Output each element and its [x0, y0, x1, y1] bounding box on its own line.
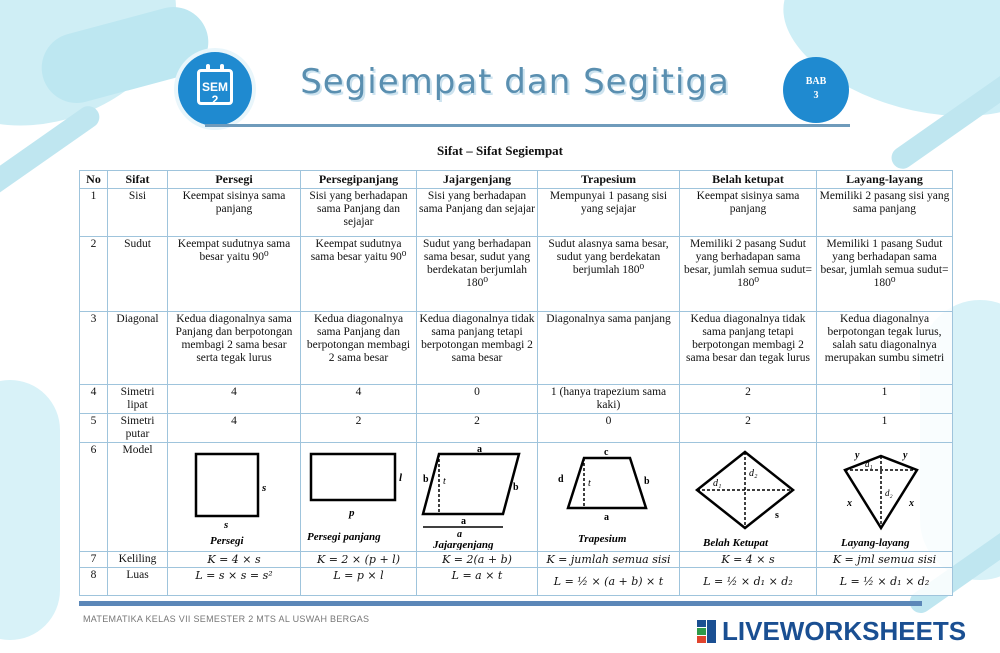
side-label-s: s [262, 482, 267, 494]
table-cell: 2 [680, 414, 817, 443]
chapter-badge [783, 57, 849, 123]
page-title: Segiempat dan Segitiga [300, 62, 730, 102]
row-property: Sudut [108, 237, 168, 312]
table-cell: Kedua diagonalnya sama Panjang dan berpotongan membagi 2 sama besar serta tegak lurus [168, 312, 301, 385]
formula-cell: K = 2 × (p + l) [301, 552, 417, 568]
side-label-s: s [775, 510, 779, 521]
diagonal-label-d1: d₁ [864, 459, 873, 469]
semester-label: SEM 2 [201, 80, 228, 107]
row-property: Luas [108, 568, 168, 596]
row-number: 2 [80, 237, 108, 312]
table-cell: Kedua diagonalnya tidak sama panjang tetapi berpotongan membagi 2 sama besar [417, 312, 538, 385]
table-cell: 1 [817, 414, 953, 443]
table-cell: 4 [301, 385, 417, 414]
table-cell: Memiliki 2 pasang sisi yang sama panjang [817, 189, 953, 237]
formula-cell: L = a × t [417, 568, 538, 596]
rhombus-figure [683, 446, 813, 550]
side-label-y: y [854, 450, 859, 461]
model-cell-kite [817, 443, 953, 552]
column-header: Persegi [168, 171, 301, 189]
row-number: 8 [80, 568, 108, 596]
side-label-c: c [603, 447, 608, 458]
trapezoid-figure [544, 446, 674, 550]
row-number: 1 [80, 189, 108, 237]
diagonal-label-d1: d₁ [713, 478, 722, 489]
table-cell: Mempunyai 1 pasang sisi yang sejajar [538, 189, 680, 237]
row-property: Simetri putar [108, 414, 168, 443]
side-label-d: d [557, 474, 564, 485]
side-label-s: s [224, 519, 229, 531]
formula-cell: L = ½ × (a + b) × t [538, 568, 680, 596]
formula-cell: K = 2(a + b) [417, 552, 538, 568]
formula-cell: K = jumlah semua sisi [538, 552, 680, 568]
formula-cell: K = 4 × s [168, 552, 301, 568]
side-label-a: a [461, 516, 466, 527]
table-cell: Sudut alasnya sama besar, sudut yang berdekatan berjumlah 180⁰ [538, 237, 680, 312]
table-cell: Keempat sisinya sama panjang [168, 189, 301, 237]
row-number: 5 [80, 414, 108, 443]
table-cell: Keempat sudutnya sama besar yaitu 90⁰ [168, 237, 301, 312]
diagonal-label-d2: d₂ [749, 468, 758, 479]
height-label-t: t [443, 476, 446, 487]
table-cell: Memiliki 2 pasang Sudut yang berhadapan sama besar, jumlah semua sudut= 180⁰ [680, 237, 817, 312]
row-number: 7 [80, 552, 108, 568]
column-header: Sifat [108, 171, 168, 189]
table-cell: 2 [680, 385, 817, 414]
figure-caption: Persegi panjang [307, 531, 381, 543]
side-label-l: l [399, 472, 403, 484]
table-row-model [80, 443, 953, 552]
column-header: Persegipanjang [301, 171, 417, 189]
background-shape [0, 380, 60, 640]
column-header: Layang-layang [817, 171, 953, 189]
table-cell: 0 [538, 414, 680, 443]
table-cell: 1 (hanya trapezium sama kaki) [538, 385, 680, 414]
side-label-y: y [902, 450, 907, 461]
figure-caption: Persegi [210, 535, 244, 547]
table-row [80, 552, 953, 568]
table-cell: 2 [301, 414, 417, 443]
formula-cell: K = jml semua sisi [817, 552, 953, 568]
table-cell: Kedua diagonalnya tidak sama panjang tetapi berpotongan membagi 2 sama besar dan tegak lurus [680, 312, 817, 385]
model-cell-trapezoid [538, 443, 680, 552]
table-cell: 0 [417, 385, 538, 414]
row-number: 6 [80, 443, 108, 552]
table-cell: Keempat sisinya sama panjang [680, 189, 817, 237]
liveworksheets-logo-icon [697, 620, 717, 644]
row-property: Diagonal [108, 312, 168, 385]
table-cell: Keempat sudutnya sama besar yaitu 90⁰ [301, 237, 417, 312]
parallelogram-figure [419, 446, 535, 550]
kite-figure [825, 446, 945, 550]
column-header: Jajargenjang [417, 171, 538, 189]
calendar-icon [197, 69, 233, 105]
table-cell: Memiliki 1 pasang Sudut yang berhadapan sama besar, jumlah semua sudut= 180⁰ [817, 237, 953, 312]
model-cell-parallelogram [417, 443, 538, 552]
table-cell: Sisi yang berhadapan sama Panjang dan sejajar [301, 189, 417, 237]
formula-cell: L = s × s = s² [168, 568, 301, 596]
square-figure [174, 446, 294, 550]
table-cell: Sisi yang berhadapan sama Panjang dan sejajar [417, 189, 538, 237]
side-label-a: a [603, 512, 609, 523]
table-cell: 2 [417, 414, 538, 443]
side-label-b: b [423, 474, 429, 485]
model-cell-square [168, 443, 301, 552]
figure-caption: Jajargenjang [433, 539, 494, 550]
row-property: Simetri lipat [108, 385, 168, 414]
model-cell-rhombus [680, 443, 817, 552]
page-header [0, 0, 1000, 140]
formula-cell: L = ½ × d₁ × d₂ [680, 568, 817, 596]
title-underline [205, 124, 850, 127]
semester-calendar-icon [178, 52, 252, 126]
row-number: 3 [80, 312, 108, 385]
formula-cell: K = 4 × s [680, 552, 817, 568]
table-row [80, 568, 953, 596]
row-number: 4 [80, 385, 108, 414]
formula-cell: L = p × l [301, 568, 417, 596]
height-label-t: t [587, 478, 591, 489]
table-cell: 4 [168, 385, 301, 414]
rectangle-figure [303, 446, 415, 550]
footer-divider [79, 601, 922, 606]
model-cell-rectangle [301, 443, 417, 552]
table-cell: Kedua diagonalnya berpotongan tegak lurus, salah satu diagonalnya merupakan sumbu simetri [817, 312, 953, 385]
figure-caption: Layang-layang [840, 537, 909, 549]
chapter-label: BAB [805, 76, 827, 87]
side-label-b: b [643, 476, 650, 487]
table-title: Sifat – Sifat Segiempat [436, 143, 564, 158]
side-label-x: x [908, 498, 914, 509]
column-header: Trapesium [538, 171, 680, 189]
figure-caption: Belah Ketupat [703, 537, 769, 549]
table-cell: Diagonalnya sama panjang [538, 312, 680, 385]
footer-text: MATEMATIKA KELAS VII SEMESTER 2 MTS AL USWAH BERGAS [83, 614, 370, 624]
table-row [80, 189, 953, 237]
side-label-x: x [846, 498, 852, 509]
column-header: Belah ketupat [680, 171, 817, 189]
table-header-row [80, 171, 953, 189]
properties-table [79, 170, 953, 596]
side-label-b: b [513, 482, 519, 493]
table-row [80, 237, 953, 312]
table-cell: 1 [817, 385, 953, 414]
column-header: No [80, 171, 108, 189]
side-label-a: a [477, 446, 482, 455]
row-property: Model [108, 443, 168, 552]
figure-caption: Trapesium [577, 533, 626, 545]
base-label-a: a [457, 529, 462, 540]
table-cell: Kedua diagonalnya sama Panjang dan berpotongan membagi 2 sama besar [301, 312, 417, 385]
row-property: Sisi [108, 189, 168, 237]
table-row [80, 414, 953, 443]
table-row [80, 385, 953, 414]
formula-cell: L = ½ × d₁ × d₂ [817, 568, 953, 596]
table-cell: 4 [168, 414, 301, 443]
table-row [80, 312, 953, 385]
chapter-number: 3 [813, 90, 819, 101]
side-label-p: p [349, 507, 355, 519]
liveworksheets-brand[interactable]: LIVEWORKSHEETS [722, 616, 967, 646]
diagonal-label-d2: d₂ [884, 488, 893, 498]
table-cell: Sudut yang berhadapan sama besar, sudut yang berdekatan berjumlah 180⁰ [417, 237, 538, 312]
row-property: Keliling [108, 552, 168, 568]
